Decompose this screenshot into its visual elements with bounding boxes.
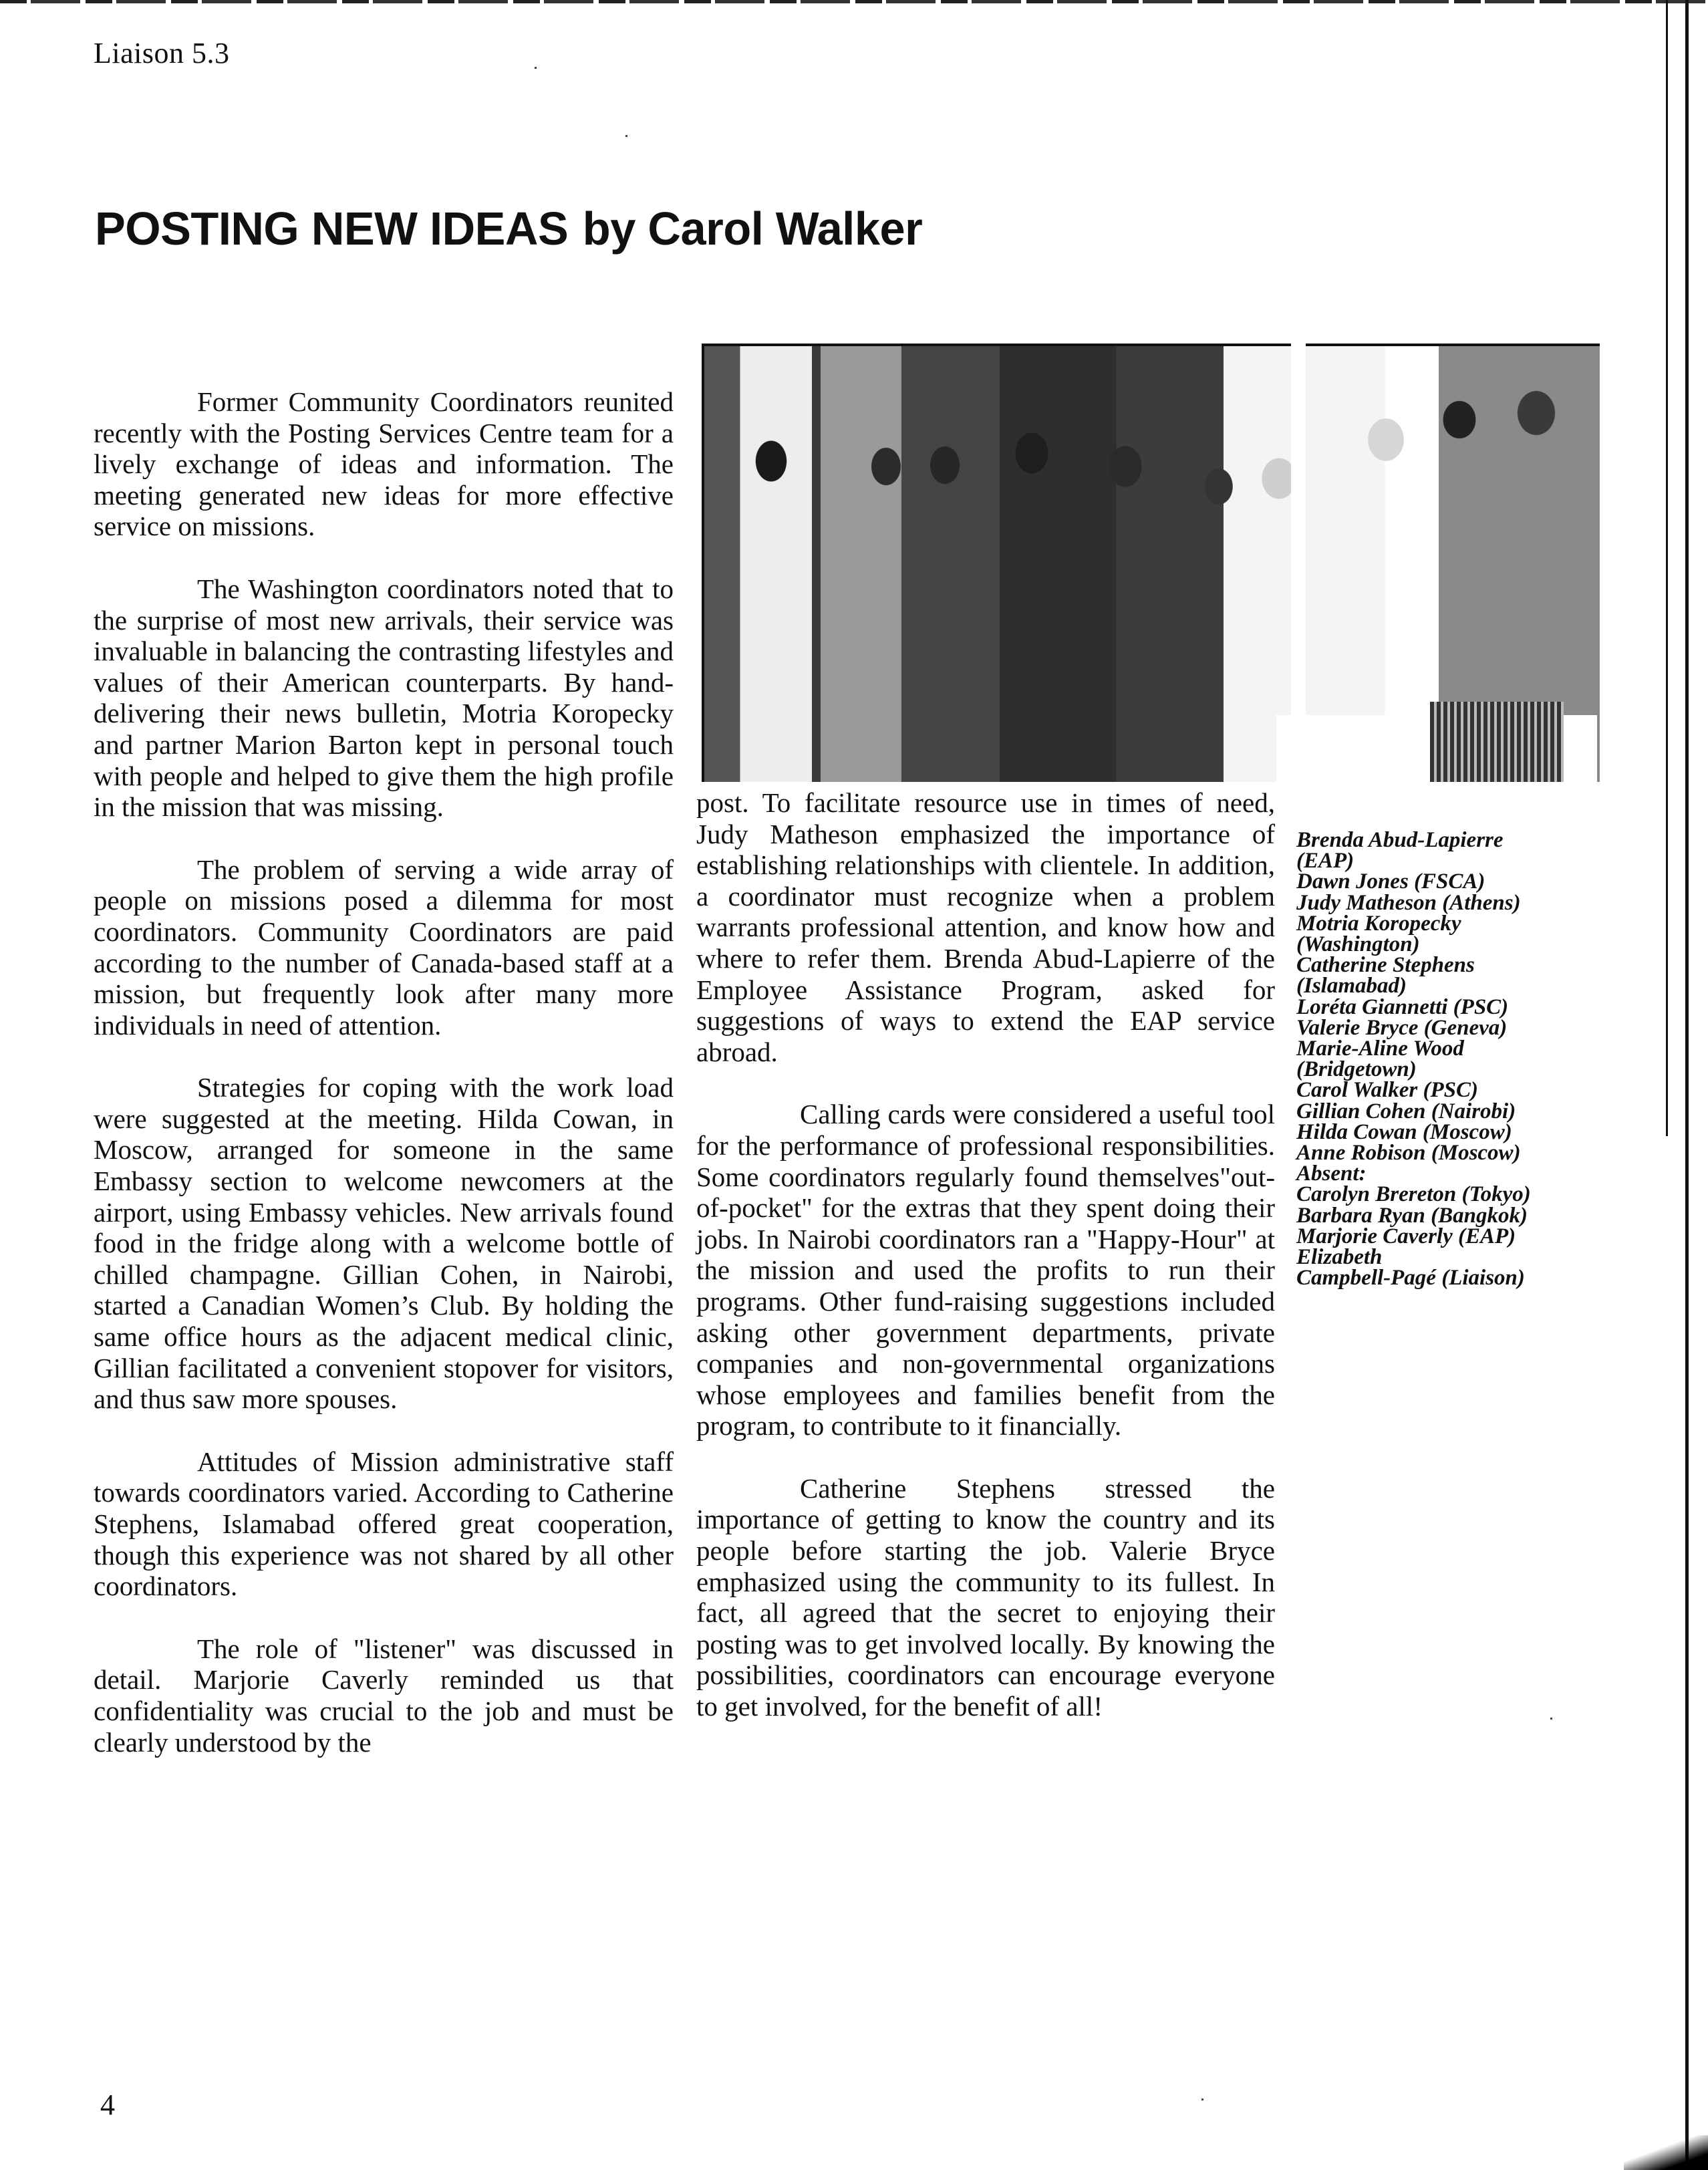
article-byline: by Carol Walker [582, 202, 923, 255]
caption-line: Elizabeth [1296, 1245, 1383, 1270]
scan-speck [535, 67, 537, 69]
paragraph: The Washington coordinators noted that to the surprise of most new arrivals, their service was invaluable in balancing the contrasting lifestyles and values of their American counterparts. By hand-delivering their news bulletin, Motria Koropecky and partner Marion Barton kept in personal touch with people and helped to give them the high profile in the mission that was missing. [94, 573, 674, 823]
caption-line: Hilda Cowan (Moscow) [1296, 1119, 1512, 1144]
paragraph: The problem of serving a wide array of people on missions posed a dilemma for most coordinators. Community Coordinators are paid according to the number of Canada-based staff at a mission, but frequently look after many more individuals in need of attention. [94, 853, 674, 1041]
caption-line: Gillian Cohen (Nairobi) [1296, 1099, 1516, 1123]
caption-line: Carol Walker (PSC) [1296, 1078, 1478, 1103]
scan-speck [1201, 2098, 1203, 2100]
caption-line: (EAP) [1296, 849, 1355, 873]
caption-line: Barbara Ryan (Bangkok) [1296, 1203, 1528, 1228]
scan-speck [625, 135, 627, 137]
caption-line: Catherine Stephens [1296, 953, 1475, 978]
scan-corner-shadow [1624, 2135, 1708, 2170]
caption-line: (Bridgetown) [1296, 1057, 1417, 1082]
caption-line: Carolyn Brereton (Tokyo) [1296, 1182, 1531, 1207]
caption-absent-label: Absent: [1296, 1162, 1367, 1186]
paragraph: The role of "listener" was discussed in detail. Marjorie Caverly reminded us that confidentiality was crucial to the job and must be clearly understood by the [94, 1633, 674, 1758]
caption-line: Loréta Giannetti (PSC) [1296, 994, 1509, 1019]
paragraph: Catherine Stephens stressed the importance of getting to know the country and its people before starting the job. Valerie Bryce emphasized using the community to its fullest. In fact, all agreed that the secret to enjoying their posting was to get involved locally. By knowing the possibilities, coordinators can encourage everyone to get involved, for the benefit of all! [696, 1472, 1275, 1722]
caption-line: (Islamabad) [1296, 974, 1407, 998]
scan-edge-top [0, 0, 1708, 3]
paragraph: Calling cards were considered a useful tool for the performance of professional responsibilities. Some coordinators regularly found themselves"out-of-pocket" for the extras that they spent doing their jobs. In Nairobi coordinators ran a "Happy-Hour" at the mission and used the profits to run their programs. Other fund-raising suggestions included asking other government departments, private companies and non-governmental organizations whose employees and families benefit from the program, to contribute to it financially. [696, 1099, 1275, 1442]
page-border-outer [1685, 0, 1689, 2170]
caption-line: Valerie Bryce (Geneva) [1296, 1015, 1508, 1040]
caption-line: (Washington) [1296, 932, 1420, 957]
caption-line: Motria Koropecky [1296, 911, 1461, 936]
article-headline [95, 202, 922, 255]
article-title: POSTING NEW IDEAS [95, 202, 569, 255]
caption-line: Judy Matheson (Athens) [1296, 890, 1521, 915]
photo-caption [1296, 830, 1630, 1289]
article-column-middle [696, 787, 1275, 1754]
paragraph: post. To facilitate resource use in times of need, Judy Matheson emphasized the importance of establishing relationships with clientele. In addition, a coordinator must recognize when a problem warrants professional attention, and know how and where to refer them. Brenda Abud-Lapierre of the Employee Assistance Program, asked for suggestions of ways to extend the EAP service abroad. [696, 787, 1275, 1067]
page-border-inner [1666, 0, 1668, 1136]
caption-line: Brenda Abud-Lapierre [1296, 828, 1504, 852]
caption-line: Campbell-Pagé (Liaison) [1296, 1266, 1525, 1291]
scan-speck [1550, 1718, 1552, 1720]
page-number: 4 [100, 2088, 115, 2121]
paragraph: Attitudes of Mission administrative staff towards coordinators varied. According to Catherine Stephens, Islamabad offered great cooperation, though this experience was not shared by all other coordinators. [94, 1446, 674, 1602]
article-column-left [94, 386, 674, 1789]
caption-line: Dawn Jones (FSCA) [1296, 869, 1485, 894]
paragraph: Former Community Coordinators reunited recently with the Posting Services Centre team for a lively exchange of ideas and information. The meeting generated new ideas for more effective service on missions. [94, 386, 674, 542]
photo-fragment [1430, 702, 1564, 782]
caption-line: Anne Robison (Moscow) [1296, 1141, 1521, 1166]
caption-line: Marjorie Caverly (EAP) [1296, 1224, 1516, 1248]
running-head: Liaison 5.3 [94, 37, 230, 70]
photo-gutter [1291, 344, 1306, 718]
caption-line: Marie-Aline Wood [1296, 1037, 1464, 1061]
paragraph: Strategies for coping with the work load were suggested at the meeting. Hilda Cowan, in Moscow, arranged for someone in the same Embassy section to welcome newcomers at the airport, using Embassy vehicles. New arrivals found food in the fridge along with a welcome bottle of chilled champagne. Gillian Cohen, in Nairobi, started a Canadian Women’s Club. By holding the same office hours as the adjacent medical clinic, Gillian facilitated a convenient stopover for visitors, and thus saw more spouses. [94, 1072, 674, 1415]
